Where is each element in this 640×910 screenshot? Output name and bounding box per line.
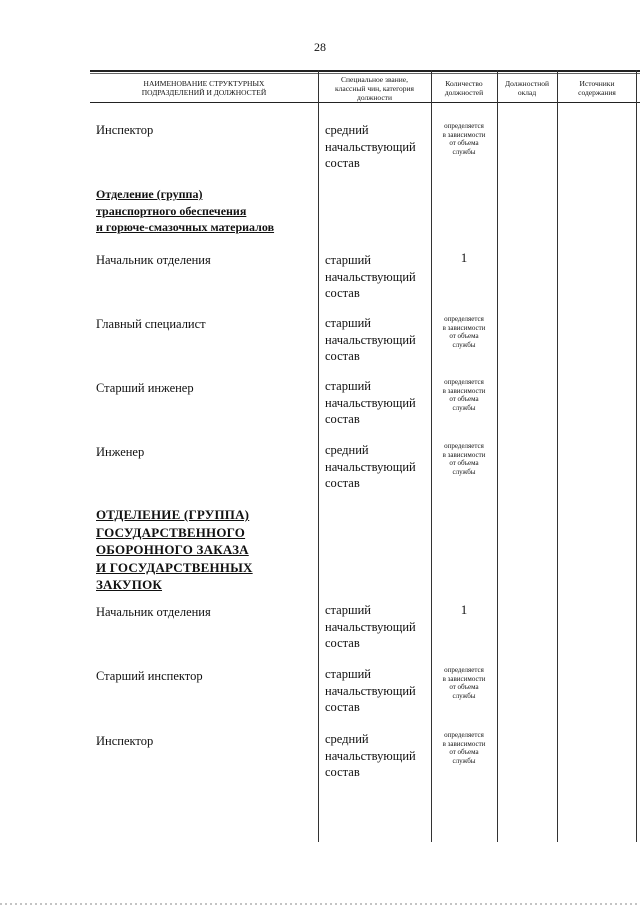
position-rank xyxy=(325,666,430,716)
qty-line: службы xyxy=(452,403,476,412)
rank-line: старший xyxy=(325,603,371,617)
qty-line: определяется xyxy=(444,122,484,130)
rank-line: средний xyxy=(325,443,369,457)
header-line: классный чин, категория xyxy=(335,83,414,93)
qty-line: службы xyxy=(452,467,476,476)
rank-line: состав xyxy=(325,476,360,490)
qty-line: определяется xyxy=(444,731,484,739)
rank-line: начальствующий xyxy=(325,683,416,698)
rank-line: начальствующий xyxy=(325,748,416,763)
rank-line: старший xyxy=(325,316,371,330)
qty-line: службы xyxy=(452,756,476,765)
qty-line: в зависимости xyxy=(442,323,486,332)
header-funding-source xyxy=(558,74,636,102)
position-name: Старший инженер xyxy=(96,381,194,395)
header-line: оклад xyxy=(517,88,537,97)
header-salary xyxy=(498,74,556,102)
rank-line: начальствующий xyxy=(325,269,416,284)
position-quantity xyxy=(432,315,496,349)
header-line: Специальное звание, xyxy=(341,74,408,84)
position-name: Старший инспектор xyxy=(96,669,203,683)
qty-line: в зависимости xyxy=(442,130,486,139)
scan-edge-mark xyxy=(0,892,640,905)
column-divider xyxy=(557,70,558,842)
header-line: НАИМЕНОВАНИЕ СТРУКТУРНЫХ xyxy=(143,79,265,88)
rank-line: средний xyxy=(325,123,369,137)
rank-line: состав xyxy=(325,700,360,714)
position-name: Главный специалист xyxy=(96,317,206,331)
position-quantity xyxy=(432,378,496,412)
section-line: И ГОСУДАРСТВЕННЫХ xyxy=(96,559,253,575)
header-structural-divisions xyxy=(92,74,316,102)
qty-line: службы xyxy=(452,340,476,349)
position-rank xyxy=(325,252,430,302)
header-line: должности xyxy=(357,92,392,102)
rank-line: начальствующий xyxy=(325,395,416,410)
column-divider xyxy=(497,70,498,842)
position-quantity xyxy=(432,442,496,476)
position-rank xyxy=(325,315,430,365)
qty-line: 1 xyxy=(460,602,468,617)
position-quantity xyxy=(432,250,496,265)
section-heading xyxy=(96,186,311,236)
position-rank xyxy=(325,602,430,652)
position-name: Инженер xyxy=(96,445,145,459)
header-line: Должностной xyxy=(504,79,550,88)
position-quantity xyxy=(432,666,496,700)
qty-line: от объема xyxy=(449,748,479,756)
qty-line: в зависимости xyxy=(442,386,486,395)
qty-line: службы xyxy=(452,147,476,156)
rank-line: начальствующий xyxy=(325,332,416,347)
position-rank xyxy=(325,378,430,428)
rank-line: старший xyxy=(325,253,371,267)
position-rank xyxy=(325,442,430,492)
qty-line: от объема xyxy=(449,459,479,467)
header-line: содержания xyxy=(578,88,616,97)
section-heading xyxy=(96,506,311,594)
rank-line: старший xyxy=(325,379,371,393)
header-line: ПОДРАЗДЕЛЕНИЙ И ДОЛЖНОСТЕЙ xyxy=(141,88,267,97)
qty-line: от объема xyxy=(449,139,479,147)
header-line: Источники xyxy=(579,79,615,88)
rank-line: начальствующий xyxy=(325,139,416,154)
qty-line: службы xyxy=(452,691,476,700)
rank-line: состав xyxy=(325,765,360,779)
qty-line: 1 xyxy=(460,250,468,265)
header-quantity xyxy=(432,74,496,102)
column-divider xyxy=(636,70,637,842)
qty-line: от объема xyxy=(449,332,479,340)
header-line: должностей xyxy=(444,88,484,97)
position-name: Инспектор xyxy=(96,734,154,748)
qty-line: в зависимости xyxy=(442,450,486,459)
section-line: транспортного обеспечения xyxy=(96,203,247,218)
header-line: Количество xyxy=(445,79,483,88)
section-line: ЗАКУПОК xyxy=(96,577,163,592)
section-line: ГОСУДАРСТВЕННОГО xyxy=(96,524,246,540)
qty-line: в зависимости xyxy=(442,739,486,748)
qty-line: определяется xyxy=(444,315,484,323)
position-rank xyxy=(325,122,430,172)
qty-line: от объема xyxy=(449,683,479,691)
qty-line: определяется xyxy=(444,378,484,386)
position-quantity xyxy=(432,731,496,765)
position-name: Начальник отделения xyxy=(96,605,211,619)
rank-line: состав xyxy=(325,412,360,426)
rank-line: старший xyxy=(325,667,371,681)
rank-line: состав xyxy=(325,286,360,300)
section-line: ОБОРОННОГО ЗАКАЗА xyxy=(96,542,249,557)
scan-bottom-edge xyxy=(0,892,640,905)
rank-line: начальствующий xyxy=(325,619,416,634)
header-special-rank xyxy=(319,74,430,102)
section-line: и горюче-смазочных материалов xyxy=(96,220,275,234)
position-quantity xyxy=(432,122,496,156)
position-rank xyxy=(325,731,430,781)
position-quantity xyxy=(432,602,496,617)
rank-line: средний xyxy=(325,732,369,746)
section-line: Отделение (группа) xyxy=(96,187,203,201)
qty-line: определяется xyxy=(444,666,484,674)
column-divider xyxy=(318,70,319,842)
qty-line: в зависимости xyxy=(442,674,486,683)
rank-line: состав xyxy=(325,636,360,650)
rank-line: начальствующий xyxy=(325,459,416,474)
position-name: Инспектор xyxy=(96,123,154,137)
rank-line: состав xyxy=(325,349,360,363)
qty-line: от объема xyxy=(449,395,479,403)
section-line: ОТДЕЛЕНИЕ (ГРУППА) xyxy=(96,507,250,522)
position-name: Начальник отделения xyxy=(96,253,211,267)
page-number: 28 xyxy=(314,40,326,54)
rank-line: состав xyxy=(325,156,360,170)
qty-line: определяется xyxy=(444,442,484,450)
